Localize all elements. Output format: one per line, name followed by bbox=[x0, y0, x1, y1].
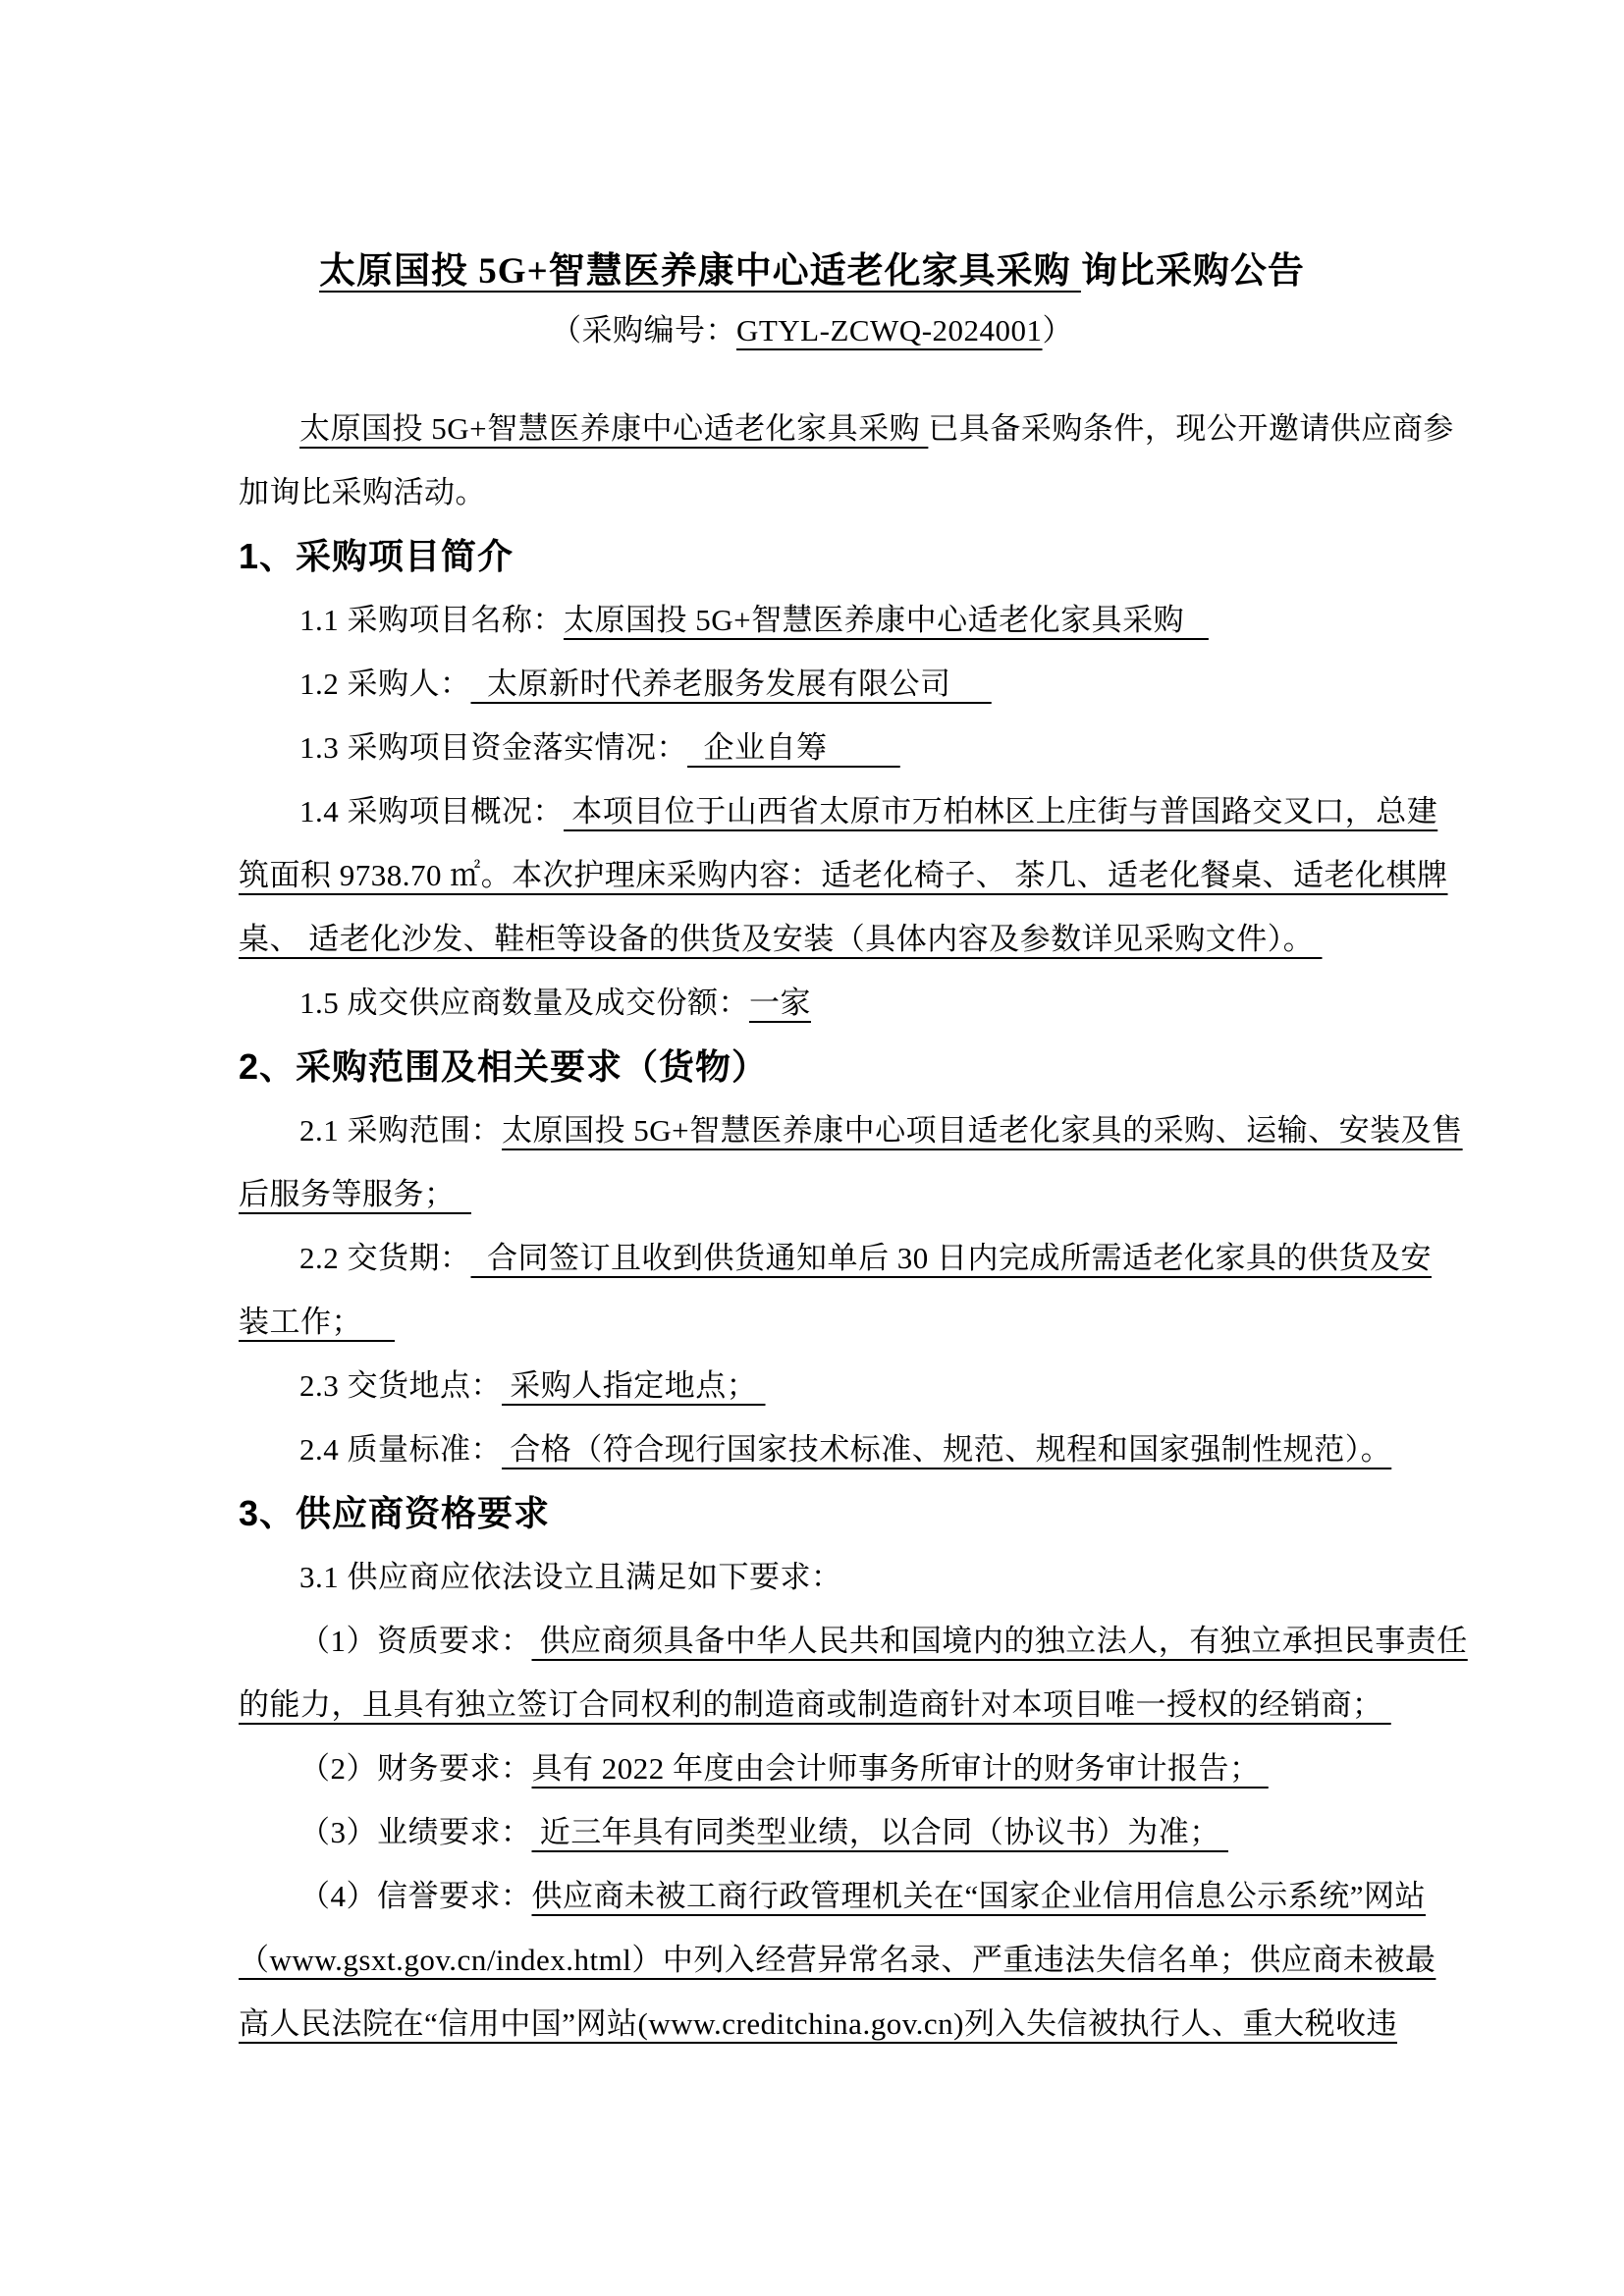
text-line bbox=[239, 1226, 1432, 1290]
text-line bbox=[239, 588, 1385, 652]
item-3-1-1-qualification bbox=[239, 1609, 1468, 1736]
text-line bbox=[239, 1545, 1385, 1609]
item-1-3-funding bbox=[239, 716, 1385, 779]
item-2-2-delivery-period bbox=[239, 1226, 1432, 1354]
text-line bbox=[239, 716, 1385, 779]
text-line bbox=[239, 302, 1385, 359]
item-1-2-purchaser bbox=[239, 652, 1385, 716]
underlined-text: 筑面积 9738.70 ㎡。本次护理床采购内容：适老化椅子、 茶几、适老化餐桌、适老化棋牌 bbox=[239, 858, 1448, 892]
underlined-text: 太原国投 5G+智慧医养康中心适老化家具采购 bbox=[564, 603, 1209, 637]
plain-text: （2）财务要求： bbox=[299, 1751, 532, 1786]
plain-text: 1.5 成交供应商数量及成交份额： bbox=[299, 986, 749, 1020]
text-line bbox=[239, 460, 1385, 524]
text-line bbox=[239, 779, 1438, 843]
underlined-text: 太原新时代养老服务发展有限公司 bbox=[470, 667, 992, 701]
underlined-text: 高人民法院在“信用中国”网站(www.creditchina.gov.cn)列入失信被执行人、重大税收违 bbox=[239, 2006, 1398, 2041]
section-2-heading bbox=[239, 1035, 1385, 1098]
item-1-5-winning-suppliers bbox=[239, 971, 1385, 1035]
text-line bbox=[239, 1673, 1391, 1736]
text-line bbox=[239, 1354, 1385, 1417]
text-line bbox=[239, 241, 1385, 302]
underlined-text: 太原国投 5G+智慧医养康中心适老化家具采购 bbox=[299, 411, 929, 446]
plain-text: （4）信誉要求： bbox=[299, 1879, 532, 1913]
underlined-text: 桌、 适老化沙发、鞋柜等设备的供货及安装（具体内容及参数详见采购文件）。 bbox=[239, 922, 1323, 956]
underlined-text: （www.gsxt.gov.cn/index.html）中列入经营异常名录、严重违法失信名单；供应商未被最 bbox=[239, 1943, 1436, 1977]
text-line bbox=[239, 1864, 1427, 1928]
intro-paragraph bbox=[239, 397, 1454, 524]
section-3-heading bbox=[239, 1481, 1385, 1545]
underlined-text: 的能力，且具有独立签订合同权利的制造商或制造商针对本项目唯一授权的经销商； bbox=[239, 1687, 1391, 1722]
plain-text: 询比采购公告 bbox=[1080, 251, 1305, 292]
item-2-3-delivery-place bbox=[239, 1354, 1385, 1417]
underlined-text: 装工作； bbox=[239, 1305, 395, 1339]
plain-text: 加询比采购活动。 bbox=[239, 475, 486, 509]
item-1-1-project-name bbox=[239, 588, 1385, 652]
plain-text: 2、采购范围及相关要求（货物） bbox=[239, 1046, 769, 1087]
text-line bbox=[239, 1800, 1385, 1864]
text-line bbox=[239, 1417, 1392, 1481]
plain-text: 3、供应商资格要求 bbox=[239, 1493, 551, 1533]
plain-text: （3）业绩要求： bbox=[299, 1815, 532, 1849]
plain-text: （1）资质要求： bbox=[299, 1624, 532, 1658]
text-line bbox=[239, 1736, 1385, 1800]
plain-text: 2.3 交货地点： bbox=[299, 1368, 502, 1403]
plain-text: 2.1 采购范围： bbox=[299, 1113, 502, 1148]
item-1-4-overview bbox=[239, 779, 1448, 971]
text-line bbox=[239, 843, 1448, 907]
underlined-text: GTYL-ZCWQ-2024001 bbox=[735, 313, 1043, 347]
text-line bbox=[239, 907, 1385, 971]
underlined-text: 具有 2022 年度由会计师事务所审计的财务审计报告； bbox=[531, 1751, 1269, 1786]
doc-title bbox=[239, 241, 1385, 302]
text-line bbox=[239, 524, 1385, 588]
underlined-text: 合同签订且收到供货通知单后 30 日内完成所需适老化家具的供货及安 bbox=[470, 1241, 1432, 1275]
text-line bbox=[239, 1481, 1385, 1545]
text-line bbox=[239, 1992, 1398, 2056]
text-line bbox=[239, 1098, 1463, 1162]
plain-text: 3.1 供应商应依法设立且满足如下要求： bbox=[299, 1560, 842, 1594]
text-line bbox=[239, 1609, 1468, 1673]
item-3-1-4-reputation bbox=[239, 1864, 1436, 2056]
underlined-text: 太原国投 5G+智慧医养康中心项目适老化家具的采购、运输、安装及售 bbox=[502, 1113, 1463, 1148]
plain-text: ） bbox=[1042, 313, 1074, 347]
underlined-text: 采购人指定地点； bbox=[502, 1368, 766, 1403]
underlined-text: 供应商未被工商行政管理机关在“国家企业信用信息公示系统”网站 bbox=[531, 1879, 1427, 1913]
underlined-text: 太原国投 5G+智慧医养康中心适老化家具采购 bbox=[319, 251, 1081, 292]
plain-text: 2.2 交货期： bbox=[299, 1241, 471, 1275]
text-line bbox=[239, 1162, 1385, 1226]
text-line bbox=[239, 1035, 1385, 1098]
plain-text: 1.1 采购项目名称： bbox=[299, 603, 564, 637]
underlined-text: 合格（符合现行国家技术标准、规范、规程和国家强制性规范）。 bbox=[502, 1432, 1392, 1467]
plain-text: 2.4 质量标准： bbox=[299, 1432, 502, 1467]
item-3-1-2-financial bbox=[239, 1736, 1385, 1800]
plain-text: 1.3 采购项目资金落实情况： bbox=[299, 730, 687, 765]
section-1-heading bbox=[239, 524, 1385, 588]
text-line bbox=[239, 397, 1454, 460]
text-line bbox=[239, 1290, 1385, 1354]
item-3-1-supplier-requirements bbox=[239, 1545, 1385, 1609]
underlined-text: 后服务等服务； bbox=[239, 1177, 471, 1211]
underlined-text: 一家 bbox=[749, 986, 811, 1020]
text-line bbox=[239, 971, 1385, 1035]
underlined-text: 近三年具有同类型业绩，以合同（协议书）为准； bbox=[531, 1815, 1228, 1849]
item-3-1-3-performance bbox=[239, 1800, 1385, 1864]
item-2-1-scope bbox=[239, 1098, 1463, 1226]
plain-text: 1.4 采购项目概况： bbox=[299, 794, 564, 828]
plain-text: 1.2 采购人： bbox=[299, 667, 471, 701]
plain-text: （采购编号： bbox=[550, 313, 736, 347]
plain-text: 1、采购项目简介 bbox=[239, 536, 514, 576]
underlined-text: 供应商须具备中华人民共和国境内的独立法人，有独立承担民事责任 bbox=[531, 1624, 1468, 1658]
text-line bbox=[239, 652, 1385, 716]
plain-text: 已具备采购条件，现公开邀请供应商参 bbox=[928, 411, 1454, 446]
underlined-text: 企业自筹 bbox=[687, 730, 900, 765]
item-2-4-quality-standard bbox=[239, 1417, 1392, 1481]
underlined-text: 本项目位于山西省太原市万柏林区上庄街与普国路交叉口，总建 bbox=[564, 794, 1438, 828]
document-body bbox=[239, 241, 1468, 2056]
text-line bbox=[239, 1928, 1436, 1992]
doc-procurement-number bbox=[239, 302, 1385, 359]
